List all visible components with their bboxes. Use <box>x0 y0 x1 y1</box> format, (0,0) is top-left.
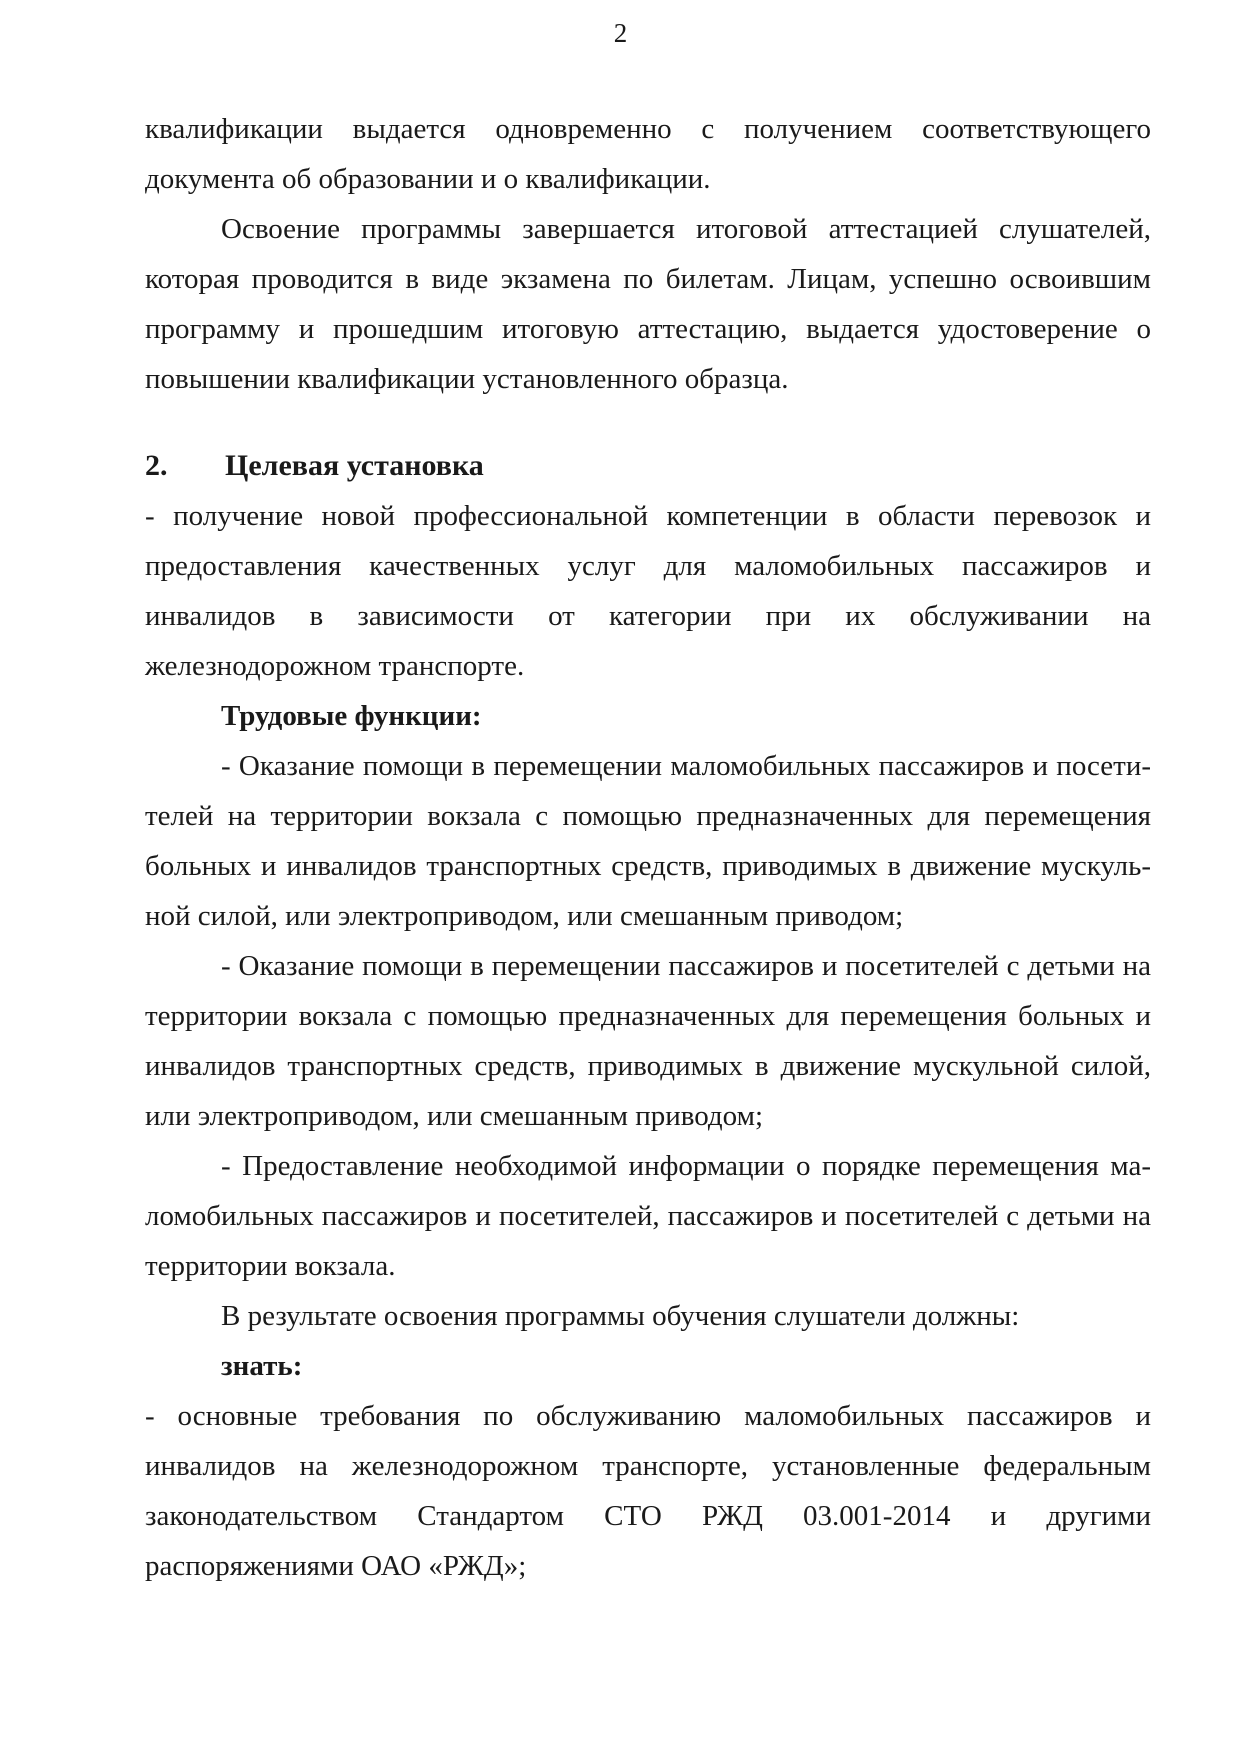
text-line: распоряжениями ОАО «РЖД»; <box>145 1550 527 1582</box>
heading-number: 2. <box>145 449 168 482</box>
text-line: инвалидов в зависимости от категории при их обслуживании на <box>145 600 1151 632</box>
text-line: Трудовые функции: <box>221 700 482 732</box>
text-line: железнодорожном транспорте. <box>145 650 525 682</box>
text-line: квалификации выдается одновременно с получением соответствующего <box>145 113 1151 145</box>
text-line: инвалидов на железнодорожном транспорте, установленные федеральным <box>145 1450 1151 1482</box>
text-line: ной силой, или электроприводом, или смешанным приводом; <box>145 900 904 932</box>
text-line: - Оказание помощи в перемещении маломобильных пассажиров и посети- <box>221 750 1151 782</box>
heading-label: Целевая установка <box>225 449 484 482</box>
text-line: предоставления качественных услуг для маломобильных пассажиров и <box>145 550 1151 582</box>
text-line: программу и прошедшим итоговую аттестацию, выдается удостоверение о <box>145 313 1151 345</box>
text-line: В результате освоения программы обучения слушатели должны: <box>221 1300 1020 1332</box>
text-line: повышении квалификации установленного образца. <box>145 363 789 395</box>
text-line: инвалидов транспортных средств, приводимых в движение мускульной силой, <box>145 1050 1151 1082</box>
section-heading <box>145 441 1151 491</box>
text-line: - Предоставление необходимой информации о порядке перемещения ма- <box>221 1150 1151 1182</box>
text-line: Освоение программы завершается итоговой аттестацией слушателей, <box>221 213 1151 245</box>
paragraph <box>145 741 1151 941</box>
paragraph <box>145 1291 1151 1341</box>
text-line: телей на территории вокзала с помощью предназначенных для перемещения <box>145 800 1151 832</box>
paragraph <box>145 941 1151 1141</box>
text-line: территории вокзала. <box>145 1250 396 1282</box>
text-line: - получение новой профессиональной компетенции в области перевозок и <box>145 500 1151 532</box>
text-line: законодательством Стандартом СТО РЖД 03.001-2014 и другими <box>145 1500 1151 1532</box>
paragraph <box>145 204 1151 404</box>
paragraph <box>145 1341 1151 1391</box>
text-line: или электроприводом, или смешанным приводом; <box>145 1100 764 1132</box>
text-line: документа об образовании и о квалификации. <box>145 163 711 195</box>
paragraph <box>145 1141 1151 1291</box>
page-number: 2 <box>613 18 628 48</box>
text-line: - Оказание помощи в перемещении пассажиров и посетителей с детьми на <box>221 950 1151 982</box>
text-line: знать: <box>221 1350 303 1382</box>
text-line: больных и инвалидов транспортных средств, приводимых в движение мускуль- <box>145 850 1151 882</box>
paragraph <box>145 691 1151 741</box>
text-line: территории вокзала с помощью предназначенных для перемещения больных и <box>145 1000 1151 1032</box>
text-line: которая проводится в виде экзамена по билетам. Лицам, успешно освоившим <box>145 263 1151 295</box>
paragraph <box>145 491 1151 691</box>
document-content <box>145 104 1151 1591</box>
paragraph <box>145 104 1151 204</box>
paragraph <box>145 1391 1151 1591</box>
text-line: - основные требования по обслуживанию маломобильных пассажиров и <box>145 1400 1151 1432</box>
text-line: ломобильных пассажиров и посетителей, пассажиров и посетителей с детьми на <box>145 1200 1151 1232</box>
